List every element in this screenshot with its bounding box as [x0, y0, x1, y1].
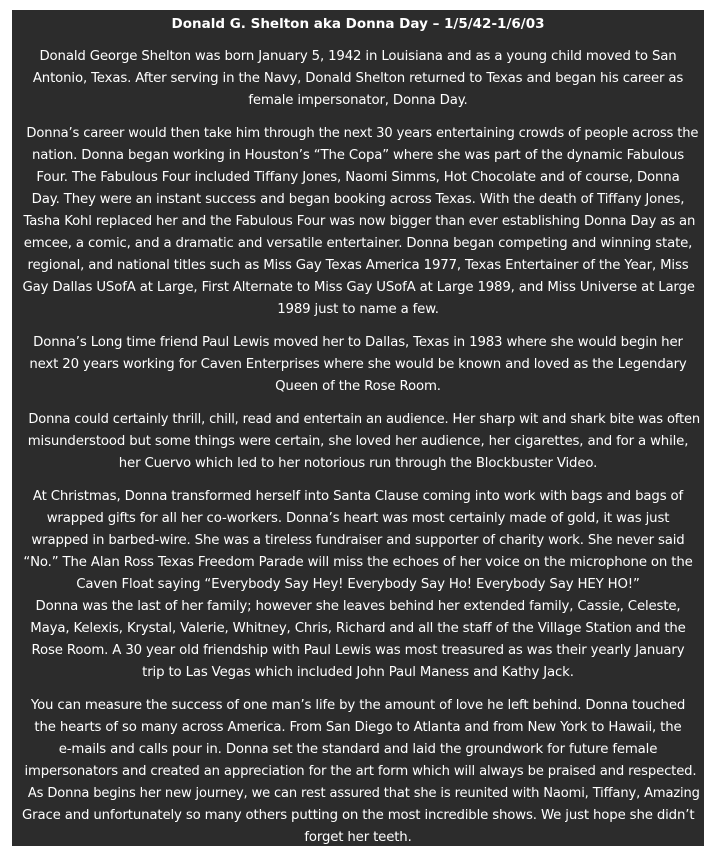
text-line: Queen of the Rose Room. [275, 379, 441, 394]
text-line: Donna was the last of her family; however she leaves behind her extended family, Cassie, Celeste, [35, 599, 681, 614]
article-title: Donald G. Shelton aka Donna Day – 1/5/42-1/6/03 [171, 16, 545, 32]
text-line: 1989 just to name a few. [277, 302, 439, 317]
text-line: regional, and national titles such as Miss Gay Texas America 1977, Texas Entertainer of the Year, Miss [27, 258, 689, 273]
text-line: At Christmas, Donna transformed herself into Santa Clause coming into work with bags and bags of [32, 489, 684, 504]
text-line: the hearts of so many across America. From San Diego to Atlanta and from New York to Hawaii, the [34, 720, 682, 735]
text-line: misunderstood but some things were certain, she loved her audience, her cigarettes, and for a while, [27, 434, 689, 449]
paragraph-birth [22, 46, 694, 112]
text-line: trip to Las Vegas which included John Paul Maness and Kathy Jack. [142, 665, 574, 680]
paragraph-career [22, 123, 699, 321]
text-line: wrapped gifts for all her co-workers. Donna’s heart was most certainly made of gold, it was just [46, 511, 670, 526]
text-line: wrapped in barbed-wire. She was a tireless fundraiser and supporter of charity work. She never said [31, 533, 685, 548]
text-line: forget her teeth. [304, 830, 412, 845]
text-line: her Cuervo which led to her notorious run through the Blockbuster Video. [118, 456, 598, 471]
text-line: As Donna begins her new journey, we can rest assured that she is reunited with Naomi, Tiffany, Amazing [27, 786, 700, 801]
text-line: nation. Donna began working in Houston’s “The Copa” where she was part of the dynamic Fabulous [31, 148, 685, 163]
paragraph-personality [22, 409, 700, 475]
text-line: You can measure the success of one man’s life by the amount of love he left behind. Donna touched [30, 698, 686, 713]
text-line: Rose Room. A 30 year old friendship with Paul Lewis was most treasured as was their yearly January [31, 643, 685, 658]
text-line: Antonio, Texas. After serving in the Navy, Donald Shelton returned to Texas and began his career as [32, 71, 684, 86]
text-line: Donna’s career would then take him through the next 30 years entertaining crowds of people across the [26, 126, 699, 141]
paragraph-dallas [22, 332, 694, 398]
text-line: Maya, Kelexis, Krystal, Valerie, Whitney, Chris, Richard and all the staff of the Village Station and the [30, 621, 686, 636]
text-line: Donna’s Long time friend Paul Lewis moved her to Dallas, Texas in 1983 where she would begin her [33, 335, 683, 350]
text-line: Donald George Shelton was born January 5, 1942 in Louisiana and as a young child moved to San [39, 49, 677, 64]
text-line: e-mails and calls pour in. Donna set the standard and laid the groundwork for future female [58, 742, 658, 757]
paragraph-legacy [22, 695, 700, 846]
text-line: Gay Dallas USofA at Large, First Alternate to Miss Gay USofA at Large 1989, and Miss Universe at Large [22, 280, 695, 295]
text-line: Day. They were an instant success and began booking across Texas. With the death of Tiffany Jones, [31, 192, 685, 207]
paragraph-christmas [22, 486, 694, 684]
text-line: female impersonator, Donna Day. [248, 93, 468, 108]
text-line: Donna could certainly thrill, chill, read and entertain an audience. Her sharp wit and shark bite was often [28, 412, 700, 427]
text-line: Grace and unfortunately so many others putting on the most incredible shows. We just hope she didn’t [22, 808, 695, 823]
text-line: next 20 years working for Caven Enterprises where she would be known and loved as the Legendary [29, 357, 687, 372]
text-line: impersonators and created an appreciation for the art form which will always be praised and respected. [24, 764, 697, 779]
text-line: emcee, a comic, and a dramatic and versatile entertainer. Donna began competing and winning state, [23, 236, 693, 251]
text-line: “No.” The Alan Ross Texas Freedom Parade will miss the echoes of her voice on the microphone on the [23, 555, 693, 570]
text-line: Four. The Fabulous Four included Tiffany Jones, Naomi Simms, Hot Chocolate and of course, Donna [36, 170, 680, 185]
text-line: Caven Float saying “Everybody Say Hey! Everybody Say Ho! Everybody Say HEY HO!” [76, 577, 640, 592]
text-line: Tasha Kohl replaced her and the Fabulous Four was now bigger than ever establishing Donna Day as an [23, 214, 696, 229]
article-panel [12, 10, 704, 846]
